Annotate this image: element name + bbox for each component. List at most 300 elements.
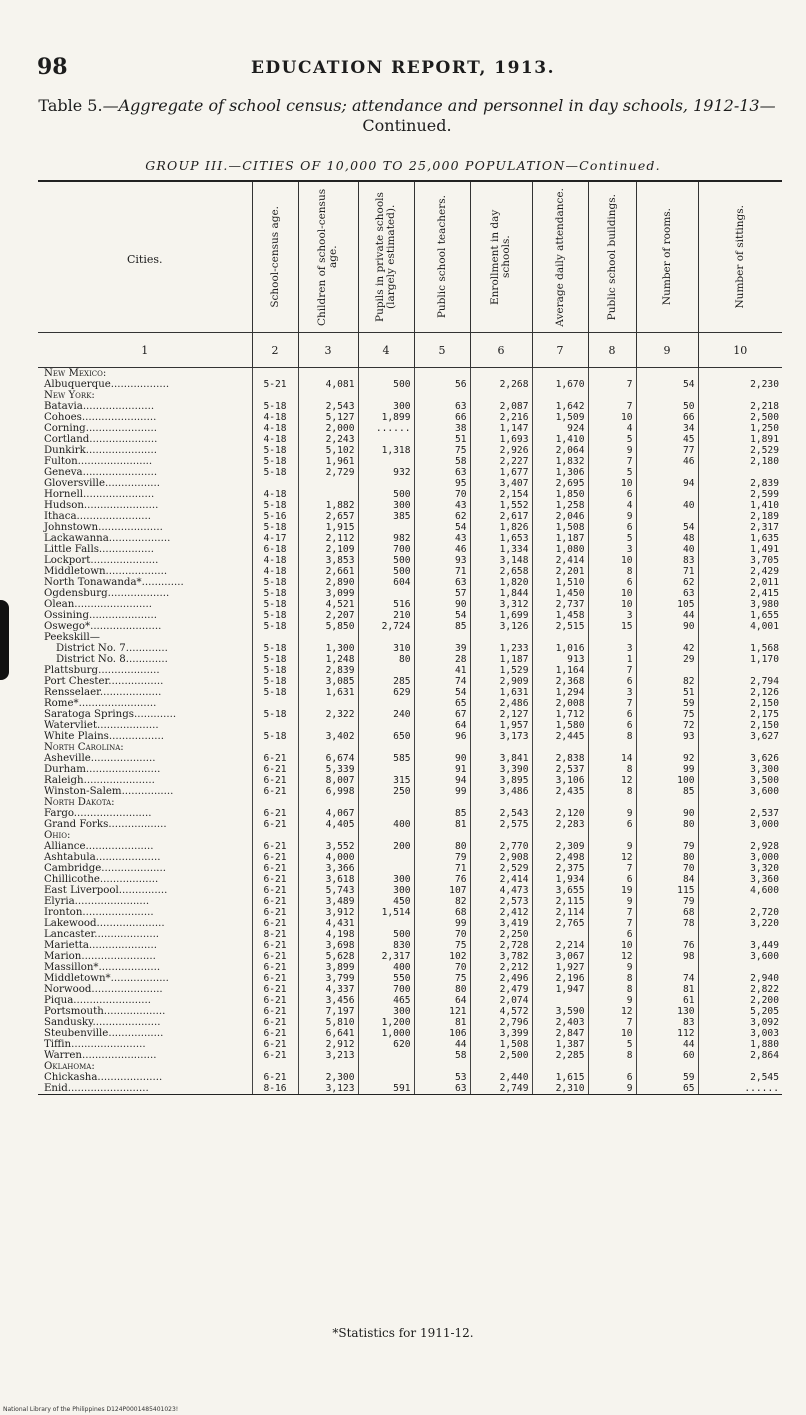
column-header-attendance: Average daily attendance. bbox=[532, 181, 588, 333]
value-cell: 1,294 bbox=[532, 687, 588, 698]
city-cell: Port Chester................. bbox=[44, 676, 164, 687]
value-cell: 10 bbox=[588, 1028, 636, 1039]
value-cell: 6-21 bbox=[252, 907, 298, 918]
value-cell: 51 bbox=[636, 687, 698, 698]
value-cell: 54 bbox=[636, 379, 698, 390]
table-row bbox=[38, 808, 782, 819]
value-cell: 83 bbox=[636, 1017, 698, 1028]
value-cell: 5-18 bbox=[252, 665, 298, 676]
value-cell: 6-21 bbox=[252, 1017, 298, 1028]
value-cell bbox=[358, 720, 414, 731]
value-cell bbox=[698, 929, 782, 940]
value-cell: 7 bbox=[588, 665, 636, 676]
value-cell bbox=[698, 1061, 782, 1072]
value-cell: 2,928 bbox=[698, 841, 782, 852]
value-cell: 81 bbox=[414, 1017, 470, 1028]
value-cell bbox=[358, 434, 414, 445]
value-cell: 2,189 bbox=[698, 511, 782, 522]
value-cell bbox=[470, 1061, 532, 1072]
value-cell: 2,114 bbox=[532, 907, 588, 918]
value-cell bbox=[470, 390, 532, 401]
state-heading-row bbox=[38, 797, 782, 808]
value-cell bbox=[298, 698, 358, 709]
value-cell: 6,998 bbox=[298, 786, 358, 797]
value-cell: 3,099 bbox=[298, 588, 358, 599]
value-cell: 54 bbox=[414, 610, 470, 621]
value-cell: 4,405 bbox=[298, 819, 358, 830]
value-cell: 6-21 bbox=[252, 1039, 298, 1050]
value-cell: 58 bbox=[414, 1050, 470, 1061]
value-cell: 1,509 bbox=[532, 412, 588, 423]
value-cell: 450 bbox=[358, 896, 414, 907]
value-cell: 6-21 bbox=[252, 764, 298, 775]
value-cell: 3,320 bbox=[698, 863, 782, 874]
value-cell: 2,890 bbox=[298, 577, 358, 588]
value-cell: 91 bbox=[414, 764, 470, 775]
value-cell: 2,940 bbox=[698, 973, 782, 984]
value-cell bbox=[252, 1061, 298, 1072]
value-cell: 6-21 bbox=[252, 841, 298, 852]
value-cell: 63 bbox=[636, 588, 698, 599]
city-cell: Dunkirk...................... bbox=[44, 445, 158, 456]
value-cell: 3,399 bbox=[470, 1028, 532, 1039]
value-cell: 6-21 bbox=[252, 1028, 298, 1039]
value-cell bbox=[252, 797, 298, 808]
value-cell: 2,545 bbox=[698, 1072, 782, 1083]
value-cell: 2,011 bbox=[698, 577, 782, 588]
value-cell: 7,197 bbox=[298, 1006, 358, 1017]
value-cell bbox=[470, 797, 532, 808]
value-cell: 43 bbox=[414, 500, 470, 511]
value-cell: 2,109 bbox=[298, 544, 358, 555]
value-cell: 4-18 bbox=[252, 412, 298, 423]
value-cell: 6-21 bbox=[252, 775, 298, 786]
value-cell: 40 bbox=[636, 500, 698, 511]
value-cell: 2,309 bbox=[532, 841, 588, 852]
value-cell: 1,635 bbox=[698, 533, 782, 544]
value-cell: 2,537 bbox=[532, 764, 588, 775]
table-label: Table 5. bbox=[38, 96, 103, 115]
city-cell: Asheville.................... bbox=[44, 753, 156, 764]
value-cell: 285 bbox=[358, 676, 414, 687]
value-cell: 77 bbox=[636, 445, 698, 456]
column-header-buildings: Public school buildings. bbox=[588, 181, 636, 333]
value-cell: 2,212 bbox=[470, 962, 532, 973]
value-cell: 9 bbox=[588, 962, 636, 973]
value-cell: 10 bbox=[588, 940, 636, 951]
value-cell: 6-21 bbox=[252, 874, 298, 885]
value-cell: 2,201 bbox=[532, 566, 588, 577]
value-cell: 500 bbox=[358, 379, 414, 390]
city-cell: Tiffin....................... bbox=[44, 1039, 146, 1050]
value-cell bbox=[532, 390, 588, 401]
value-cell: 41 bbox=[414, 665, 470, 676]
value-cell: 78 bbox=[636, 918, 698, 929]
value-cell: 629 bbox=[358, 687, 414, 698]
column-number: 7 bbox=[532, 333, 588, 368]
table-row bbox=[38, 984, 782, 995]
value-cell: 300 bbox=[358, 500, 414, 511]
value-cell bbox=[358, 808, 414, 819]
value-cell: 3,895 bbox=[470, 775, 532, 786]
value-cell: 2,515 bbox=[532, 621, 588, 632]
value-cell: 300 bbox=[358, 1006, 414, 1017]
value-cell: 3,486 bbox=[470, 786, 532, 797]
value-cell: 3,312 bbox=[470, 599, 532, 610]
value-cell: 75 bbox=[414, 940, 470, 951]
value-cell: 516 bbox=[358, 599, 414, 610]
table-row bbox=[38, 995, 782, 1006]
value-cell: 1,080 bbox=[532, 544, 588, 555]
value-cell: 99 bbox=[636, 764, 698, 775]
value-cell: 3,407 bbox=[470, 478, 532, 489]
table-row bbox=[38, 753, 782, 764]
value-cell: 5-18 bbox=[252, 456, 298, 467]
city-cell: Peekskill— bbox=[44, 632, 100, 643]
value-cell: 1,915 bbox=[298, 522, 358, 533]
value-cell: 80 bbox=[636, 852, 698, 863]
city-cell: Oswego*...................... bbox=[44, 621, 162, 632]
table-caption: —Aggregate of school census; attendance and personnel in day schools, 1912-13— bbox=[102, 96, 776, 115]
value-cell: 2,839 bbox=[298, 665, 358, 676]
value-cell: 2,074 bbox=[470, 995, 532, 1006]
value-cell: 5,810 bbox=[298, 1017, 358, 1028]
value-cell: 8 bbox=[588, 1050, 636, 1061]
value-cell: 6-21 bbox=[252, 995, 298, 1006]
value-cell: 85 bbox=[414, 808, 470, 819]
table-row bbox=[38, 423, 782, 434]
table-row bbox=[38, 907, 782, 918]
value-cell: 4-17 bbox=[252, 533, 298, 544]
value-cell: 12 bbox=[588, 852, 636, 863]
value-cell: 15 bbox=[588, 621, 636, 632]
city-cell: Marietta..................... bbox=[44, 940, 157, 951]
value-cell: 2,486 bbox=[470, 698, 532, 709]
value-cell: 700 bbox=[358, 544, 414, 555]
city-cell: District No. 7............. bbox=[56, 643, 168, 654]
value-cell: 75 bbox=[414, 973, 470, 984]
value-cell: 5-18 bbox=[252, 621, 298, 632]
value-cell: 4,067 bbox=[298, 808, 358, 819]
value-cell bbox=[698, 467, 782, 478]
value-cell: 75 bbox=[414, 445, 470, 456]
value-cell: 2,724 bbox=[358, 621, 414, 632]
value-cell: 8 bbox=[588, 973, 636, 984]
value-cell bbox=[532, 830, 588, 841]
value-cell: 10 bbox=[588, 588, 636, 599]
value-cell: 500 bbox=[358, 489, 414, 500]
city-cell: North Tonawanda*............. bbox=[44, 577, 184, 588]
table-title bbox=[32, 96, 782, 136]
city-cell: Warren....................... bbox=[44, 1050, 157, 1061]
value-cell bbox=[532, 929, 588, 940]
table-row bbox=[38, 962, 782, 973]
value-cell: 2,414 bbox=[532, 555, 588, 566]
city-cell: District No. 8............. bbox=[56, 654, 168, 665]
value-cell bbox=[698, 962, 782, 973]
value-cell: 1,510 bbox=[532, 577, 588, 588]
value-cell: 3,126 bbox=[470, 621, 532, 632]
value-cell: 63 bbox=[414, 467, 470, 478]
city-cell: Winston-Salem................ bbox=[44, 786, 174, 797]
value-cell: 62 bbox=[636, 577, 698, 588]
state-heading-row bbox=[38, 742, 782, 753]
value-cell: 8 bbox=[588, 731, 636, 742]
column-number: 2 bbox=[252, 333, 298, 368]
table-row bbox=[38, 665, 782, 676]
value-cell: 1,187 bbox=[532, 533, 588, 544]
value-cell: 10 bbox=[588, 478, 636, 489]
column-numbers bbox=[38, 333, 782, 368]
value-cell bbox=[298, 830, 358, 841]
value-cell bbox=[358, 742, 414, 753]
city-cell: Cortland..................... bbox=[44, 434, 158, 445]
value-cell: 2,529 bbox=[698, 445, 782, 456]
value-cell: 9 bbox=[588, 841, 636, 852]
value-cell: 1,880 bbox=[698, 1039, 782, 1050]
value-cell: 6,641 bbox=[298, 1028, 358, 1039]
value-cell: 130 bbox=[636, 1006, 698, 1017]
table-row bbox=[38, 379, 782, 390]
value-cell: 61 bbox=[636, 995, 698, 1006]
value-cell: 68 bbox=[636, 907, 698, 918]
value-cell: 1,000 bbox=[358, 1028, 414, 1039]
value-cell: 2,283 bbox=[532, 819, 588, 830]
value-cell: 1,670 bbox=[532, 379, 588, 390]
table-row bbox=[38, 632, 782, 643]
value-cell: 2,218 bbox=[698, 401, 782, 412]
table-row bbox=[38, 544, 782, 555]
value-cell bbox=[252, 632, 298, 643]
value-cell: 105 bbox=[636, 599, 698, 610]
value-cell: 1 bbox=[588, 654, 636, 665]
value-cell: 5,127 bbox=[298, 412, 358, 423]
value-cell: 90 bbox=[636, 621, 698, 632]
value-cell: 3,618 bbox=[298, 874, 358, 885]
value-cell: 1,016 bbox=[532, 643, 588, 654]
value-cell: 94 bbox=[636, 478, 698, 489]
value-cell: 2,838 bbox=[532, 753, 588, 764]
value-cell: 62 bbox=[414, 511, 470, 522]
value-cell: 96 bbox=[414, 731, 470, 742]
value-cell: 2,573 bbox=[470, 896, 532, 907]
value-cell: 3,220 bbox=[698, 918, 782, 929]
city-cell: Middletown................... bbox=[44, 566, 168, 577]
value-cell: 315 bbox=[358, 775, 414, 786]
value-cell: 2,770 bbox=[470, 841, 532, 852]
value-cell: ...... bbox=[698, 1083, 782, 1095]
value-cell: 5 bbox=[588, 467, 636, 478]
table-row bbox=[38, 566, 782, 577]
value-cell: 2,317 bbox=[358, 951, 414, 962]
value-cell bbox=[252, 830, 298, 841]
value-cell: 400 bbox=[358, 962, 414, 973]
city-cell: Ogdensburg................... bbox=[44, 588, 170, 599]
value-cell bbox=[470, 368, 532, 380]
value-cell bbox=[636, 830, 698, 841]
value-cell: 2,765 bbox=[532, 918, 588, 929]
value-cell: 8-21 bbox=[252, 929, 298, 940]
city-cell: Chillicothe.................. bbox=[44, 874, 159, 885]
value-cell bbox=[470, 830, 532, 841]
value-cell: 29 bbox=[636, 654, 698, 665]
value-cell: 924 bbox=[532, 423, 588, 434]
city-cell: Olean........................ bbox=[44, 599, 152, 610]
value-cell bbox=[470, 742, 532, 753]
value-cell: 6-21 bbox=[252, 753, 298, 764]
value-cell: 2,498 bbox=[532, 852, 588, 863]
value-cell: 400 bbox=[358, 819, 414, 830]
table-row bbox=[38, 687, 782, 698]
value-cell: 67 bbox=[414, 709, 470, 720]
value-cell bbox=[358, 764, 414, 775]
city-cell: Rome*........................ bbox=[44, 698, 157, 709]
city-cell: Ohio: bbox=[44, 830, 71, 841]
value-cell: 107 bbox=[414, 885, 470, 896]
value-cell: 2,926 bbox=[470, 445, 532, 456]
value-cell: 4,600 bbox=[698, 885, 782, 896]
city-cell: New Mexico: bbox=[44, 368, 107, 379]
value-cell: 1,387 bbox=[532, 1039, 588, 1050]
value-cell bbox=[588, 1061, 636, 1072]
value-cell bbox=[588, 742, 636, 753]
value-cell: 6 bbox=[588, 676, 636, 687]
value-cell: 3,390 bbox=[470, 764, 532, 775]
value-cell: 1,300 bbox=[298, 643, 358, 654]
value-cell: 65 bbox=[636, 1083, 698, 1095]
value-cell: 6 bbox=[588, 577, 636, 588]
value-cell: 99 bbox=[414, 918, 470, 929]
value-cell: 2,720 bbox=[698, 907, 782, 918]
table-row bbox=[38, 940, 782, 951]
value-cell bbox=[414, 1061, 470, 1072]
value-cell: 300 bbox=[358, 401, 414, 412]
city-cell: Gloversville................. bbox=[44, 478, 161, 489]
value-cell: 10 bbox=[588, 412, 636, 423]
value-cell: 2,500 bbox=[698, 412, 782, 423]
value-cell: 5 bbox=[588, 434, 636, 445]
value-cell: 42 bbox=[636, 643, 698, 654]
value-cell: 2,500 bbox=[470, 1050, 532, 1061]
value-cell: 1,334 bbox=[470, 544, 532, 555]
value-cell: 2,120 bbox=[532, 808, 588, 819]
footnote: *Statistics for 1911-12. bbox=[332, 1326, 474, 1340]
city-cell: Lakewood..................... bbox=[44, 918, 165, 929]
value-cell: 932 bbox=[358, 467, 414, 478]
value-cell: 1,899 bbox=[358, 412, 414, 423]
value-cell: 10 bbox=[588, 599, 636, 610]
city-cell: Lockport..................... bbox=[44, 555, 159, 566]
value-cell: 3,655 bbox=[532, 885, 588, 896]
value-cell: 2,728 bbox=[470, 940, 532, 951]
value-cell: 2,000 bbox=[298, 423, 358, 434]
value-cell: 99 bbox=[414, 786, 470, 797]
value-cell: 3,419 bbox=[470, 918, 532, 929]
table-row bbox=[38, 819, 782, 830]
value-cell bbox=[414, 797, 470, 808]
value-cell bbox=[698, 830, 782, 841]
value-cell: 7 bbox=[588, 456, 636, 467]
value-cell: 2,322 bbox=[298, 709, 358, 720]
value-cell: 53 bbox=[414, 1072, 470, 1083]
value-cell: 591 bbox=[358, 1083, 414, 1095]
value-cell bbox=[358, 456, 414, 467]
value-cell: 5-18 bbox=[252, 588, 298, 599]
value-cell bbox=[358, 478, 414, 489]
running-head: EDUCATION REPORT, 1913. bbox=[250, 58, 556, 78]
value-cell bbox=[298, 742, 358, 753]
value-cell: 3,366 bbox=[298, 863, 358, 874]
value-cell: 200 bbox=[358, 841, 414, 852]
value-cell: 5,205 bbox=[698, 1006, 782, 1017]
value-cell: 7 bbox=[588, 379, 636, 390]
value-cell: 85 bbox=[414, 621, 470, 632]
value-cell: 80 bbox=[414, 841, 470, 852]
value-cell: 60 bbox=[636, 1050, 698, 1061]
value-cell bbox=[358, 632, 414, 643]
value-cell: 84 bbox=[636, 874, 698, 885]
value-cell: 1,318 bbox=[358, 445, 414, 456]
value-cell: 5-21 bbox=[252, 379, 298, 390]
value-cell: 5-18 bbox=[252, 731, 298, 742]
value-cell: 2,912 bbox=[298, 1039, 358, 1050]
value-cell: 1,820 bbox=[470, 577, 532, 588]
value-cell: 90 bbox=[636, 808, 698, 819]
value-cell bbox=[698, 742, 782, 753]
value-cell bbox=[532, 1061, 588, 1072]
value-cell: 112 bbox=[636, 1028, 698, 1039]
value-cell bbox=[252, 368, 298, 380]
table-row bbox=[38, 1017, 782, 1028]
value-cell: 38 bbox=[414, 423, 470, 434]
page-header bbox=[0, 50, 806, 84]
value-cell: 2,230 bbox=[698, 379, 782, 390]
value-cell: 74 bbox=[636, 973, 698, 984]
table-row bbox=[38, 698, 782, 709]
value-cell: 1,508 bbox=[470, 1039, 532, 1050]
value-cell: 4-18 bbox=[252, 489, 298, 500]
value-cell: 71 bbox=[636, 566, 698, 577]
value-cell: 3,500 bbox=[698, 775, 782, 786]
value-cell: 70 bbox=[414, 929, 470, 940]
value-cell: 2,658 bbox=[470, 566, 532, 577]
value-cell: 1,653 bbox=[470, 533, 532, 544]
value-cell: 2,126 bbox=[698, 687, 782, 698]
page-number: 98 bbox=[37, 54, 68, 80]
value-cell: 2,908 bbox=[470, 852, 532, 863]
value-cell: 3,360 bbox=[698, 874, 782, 885]
value-cell: 2,317 bbox=[698, 522, 782, 533]
table-row bbox=[38, 731, 782, 742]
value-cell: 3,000 bbox=[698, 852, 782, 863]
value-cell bbox=[252, 698, 298, 709]
city-cell: Watervliet................... bbox=[44, 720, 159, 731]
table-row bbox=[38, 1083, 782, 1095]
city-cell: Raleigh...................... bbox=[44, 775, 155, 786]
value-cell: 54 bbox=[636, 522, 698, 533]
value-cell bbox=[414, 368, 470, 380]
value-cell: 4 bbox=[588, 500, 636, 511]
value-cell: 4-18 bbox=[252, 434, 298, 445]
value-cell: 620 bbox=[358, 1039, 414, 1050]
column-header-private-pupils: Pupils in private schools (largely estimated). bbox=[358, 181, 414, 333]
value-cell: 81 bbox=[414, 819, 470, 830]
value-cell: 6-21 bbox=[252, 885, 298, 896]
value-cell: 2,216 bbox=[470, 412, 532, 423]
value-cell: 250 bbox=[358, 786, 414, 797]
value-cell: 3,402 bbox=[298, 731, 358, 742]
city-cell: Portsmouth................... bbox=[44, 1006, 166, 1017]
